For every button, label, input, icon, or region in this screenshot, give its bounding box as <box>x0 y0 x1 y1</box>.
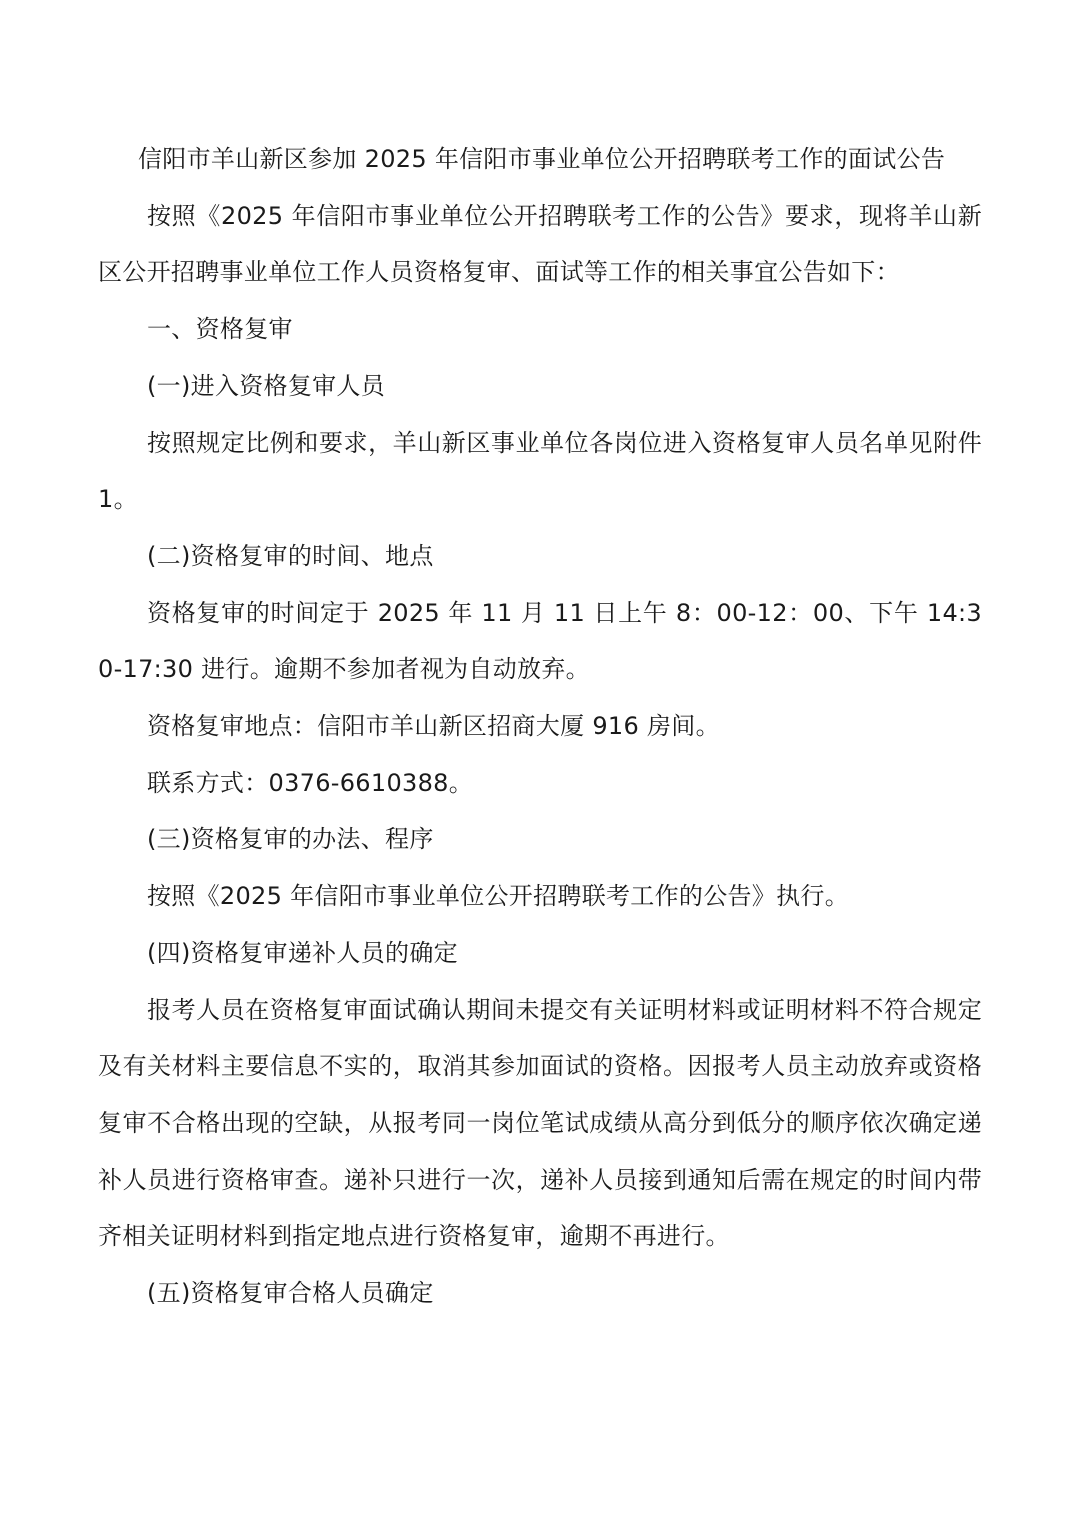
body-paragraph: 按照规定比例和要求，羊山新区事业单位各岗位进入资格复审人员名单见附件 1。 <box>98 428 982 514</box>
body-paragraph: 资格复审地点：信阳市羊山新区招商大厦 916 房间。 <box>147 712 720 741</box>
body-paragraph: 资格复审的时间定于 2025 年 11 月 11 日上午 8：00-12：00、下午 14:30-17:30 进行。逾期不参加者视为自动放弃。 <box>98 598 982 684</box>
subsection-heading: (五)资格复审合格人员确定 <box>147 1279 434 1308</box>
body-paragraph: 报考人员在资格复审面试确认期间未提交有关证明材料或证明材料不符合规定及有关材料主要信息不实的，取消其参加面试的资格。因报考人员主动放弃或资格复审不合格出现的空缺，从报考同一岗位笔试成绩从高分到低分的顺序依次确定递补人员进行资格审查。递补只进行一次，递补人员接到通知后需在规定的时间内带齐相关证明材料到指定地点进行资格复审，逾期不再进行。 <box>98 995 982 1251</box>
body-paragraph: 按照《2025 年信阳市事业单位公开招聘联考工作的公告》执行。 <box>147 882 850 911</box>
document-body <box>98 131 982 1322</box>
section-heading: 一、资格复审 <box>147 315 293 344</box>
document-title: 信阳市羊山新区参加 2025 年信阳市事业单位公开招聘联考工作的面试公告 <box>138 145 946 173</box>
subsection-heading: (三)资格复审的办法、程序 <box>147 825 434 854</box>
subsection-heading: (四)资格复审递补人员的确定 <box>147 938 458 967</box>
subsection-heading: (二)资格复审的时间、地点 <box>147 541 434 570</box>
intro-paragraph: 按照《2025 年信阳市事业单位公开招聘联考工作的公告》要求，现将羊山新区公开招聘事业单位工作人员资格复审、面试等工作的相关事宜公告如下： <box>98 201 982 287</box>
subsection-heading: (一)进入资格复审人员 <box>147 371 386 400</box>
contact-paragraph: 联系方式：0376-6610388。 <box>147 768 474 797</box>
